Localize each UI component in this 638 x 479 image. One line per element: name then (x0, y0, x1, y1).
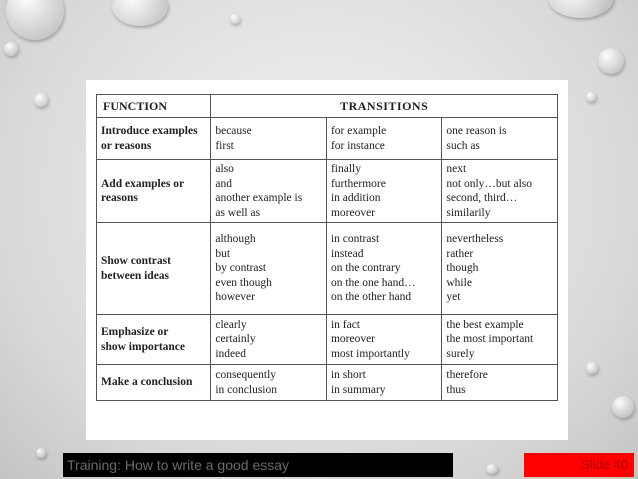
transition-phrase: in summary (330, 383, 386, 396)
transition-cell (211, 365, 327, 401)
table-row (97, 365, 558, 401)
water-drop-decoration (486, 464, 498, 474)
transition-phrase: yet (446, 291, 461, 304)
table-row (97, 118, 558, 160)
transition-phrase: one reason is (446, 125, 507, 137)
slide-number: Slide 40 (524, 453, 634, 477)
transition-cell (211, 315, 327, 365)
transition-phrase: as well as (215, 206, 261, 219)
transition-phrase: rather (446, 247, 474, 260)
transition-phrase: and (215, 177, 232, 190)
transition-phrase: clearly (215, 318, 247, 331)
transition-phrase: second, third… (446, 192, 518, 204)
water-drop-decoration (548, 0, 614, 18)
transition-phrase: furthermore (330, 177, 386, 190)
transition-phrase: by contrast (215, 262, 267, 275)
transition-phrase: on the contrary (330, 262, 401, 275)
transition-phrase: though (446, 262, 479, 275)
transition-phrase: surely (446, 347, 475, 360)
water-drop-decoration (586, 92, 596, 102)
transition-phrase: similarily (446, 206, 491, 219)
function-cell (97, 118, 211, 160)
transition-cell (442, 315, 558, 365)
transition-cell (442, 160, 558, 223)
transition-phrase: finally (330, 163, 361, 175)
header-function: FUNCTION (97, 95, 211, 118)
transition-phrase: in short (330, 369, 366, 381)
transition-phrase: in contrast (330, 233, 380, 246)
function-label: Emphasize or (101, 326, 169, 338)
function-label: or reasons (101, 139, 152, 152)
function-label: show importance (101, 340, 186, 353)
transition-phrase: first (215, 139, 234, 152)
transition-cell (326, 365, 441, 401)
transition-cell (326, 223, 441, 315)
table-body (97, 118, 558, 401)
water-drop-decoration (34, 93, 48, 107)
function-label: reasons (101, 192, 138, 204)
transition-cell (442, 365, 558, 401)
water-drop-decoration (586, 362, 598, 374)
function-label: between ideas (101, 269, 170, 282)
transition-phrase: moreover (330, 333, 376, 346)
transition-cell (326, 315, 441, 365)
transition-cell (442, 223, 558, 315)
function-cell (97, 315, 211, 365)
function-cell (97, 160, 211, 223)
transition-phrase: for example (330, 125, 387, 137)
transition-phrase: another example is (215, 192, 303, 204)
transition-phrase: on the one hand… (330, 276, 416, 289)
transition-phrase: next (446, 163, 467, 175)
transition-cell (442, 118, 558, 160)
transition-phrase: in conclusion (215, 383, 277, 396)
transition-phrase: while (446, 276, 472, 289)
transition-phrase: in addition (330, 192, 381, 204)
transition-phrase: on the other hand (330, 291, 412, 304)
transition-phrase: for instance (330, 139, 385, 152)
function-cell (97, 223, 211, 315)
water-drop-decoration (6, 0, 64, 40)
table-row (97, 315, 558, 365)
transition-phrase: consequently (215, 369, 277, 381)
transition-cell (211, 160, 327, 223)
transition-cell (211, 223, 327, 315)
transition-phrase: indeed (215, 347, 246, 360)
transition-phrase: the most important (446, 333, 534, 346)
table-row (97, 160, 558, 223)
transition-phrase: in fact (330, 318, 360, 331)
water-drop-decoration (598, 48, 624, 74)
table-header-row (97, 95, 558, 118)
transition-phrase: also (215, 163, 234, 175)
transitions-table (96, 94, 558, 401)
water-drop-decoration (112, 0, 168, 26)
transition-phrase: not only…but also (446, 177, 532, 190)
footer-title: Training: How to write a good essay (63, 453, 453, 477)
function-label: Show contrast (101, 255, 171, 267)
function-label: Add examples or (101, 177, 185, 190)
table-row (97, 223, 558, 315)
transition-cell (326, 118, 441, 160)
transition-phrase: instead (330, 247, 364, 260)
transition-cell (211, 118, 327, 160)
transition-phrase: because (215, 125, 252, 137)
transition-cell (326, 160, 441, 223)
function-label: Make a conclusion (101, 376, 193, 389)
header-transitions: TRANSITIONS (211, 95, 558, 118)
transitions-table-card (86, 80, 568, 440)
function-label: Introduce examples (101, 125, 198, 137)
water-drop-decoration (36, 448, 46, 458)
transition-phrase: however (215, 291, 255, 304)
transition-phrase: therefore (446, 369, 488, 381)
transition-phrase: the best example (446, 318, 524, 331)
water-drop-decoration (612, 396, 634, 418)
water-drop-decoration (4, 42, 18, 56)
transition-phrase: but (215, 247, 231, 260)
transition-phrase: although (215, 233, 256, 246)
water-drop-decoration (230, 14, 240, 24)
transition-phrase: even though (215, 276, 272, 289)
transition-phrase: thus (446, 383, 466, 396)
transition-phrase: moreover (330, 206, 376, 219)
transition-phrase: certainly (215, 333, 256, 346)
function-cell (97, 365, 211, 401)
transition-phrase: such as (446, 139, 480, 152)
transition-phrase: nevertheless (446, 233, 504, 246)
transition-phrase: most importantly (330, 347, 410, 360)
